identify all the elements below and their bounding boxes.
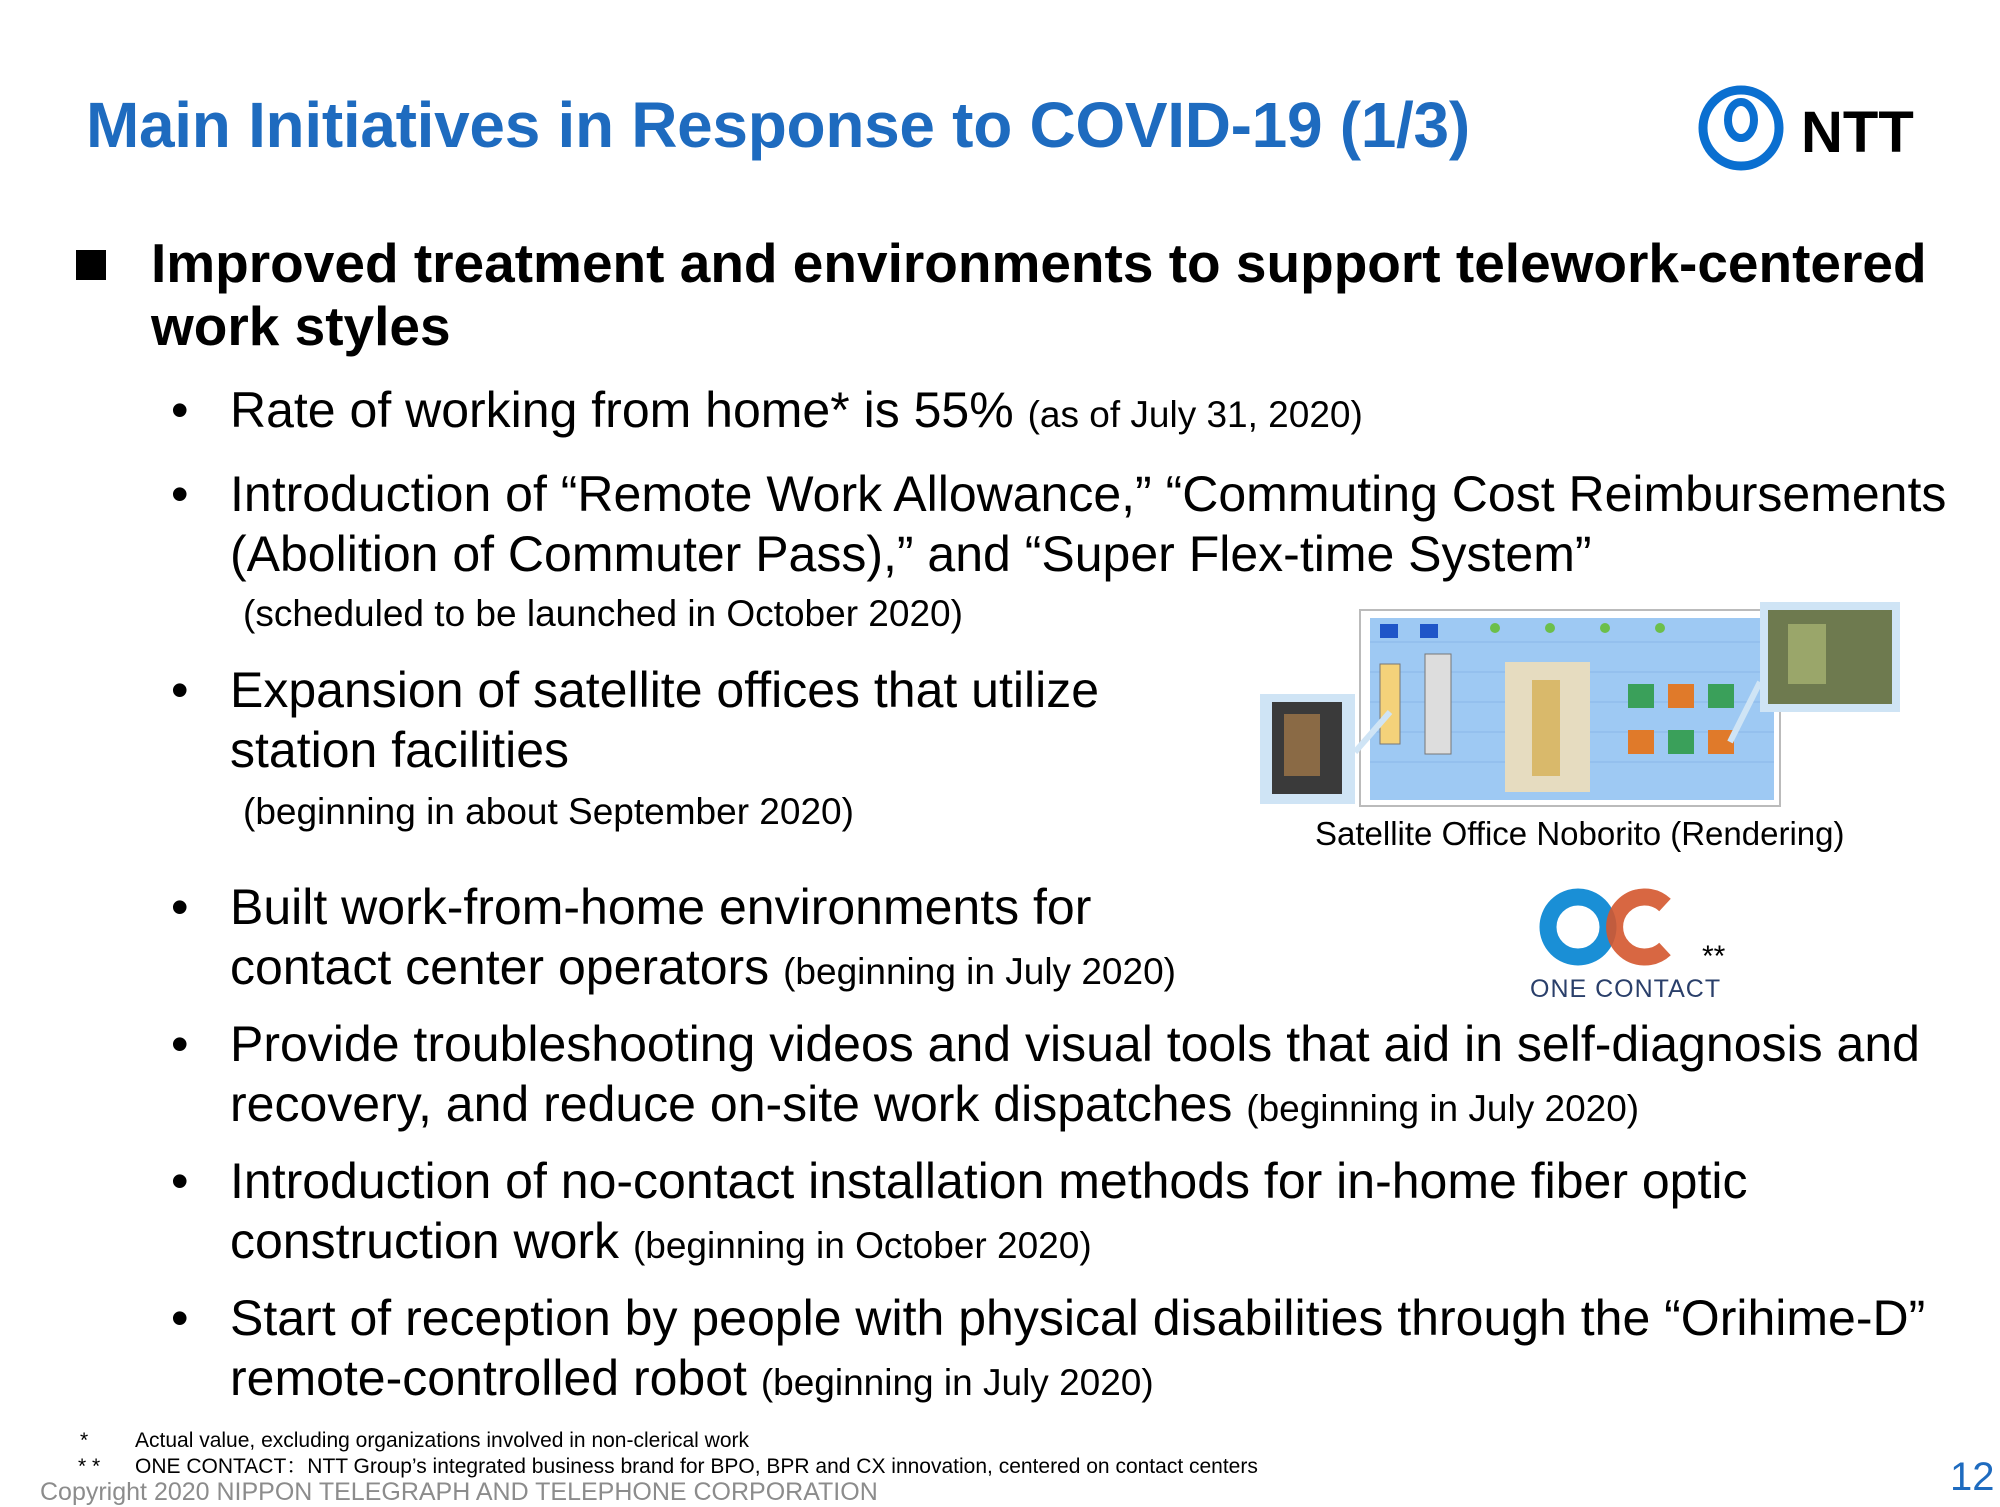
bullet-7-sub: (beginning in July 2020) bbox=[760, 1362, 1154, 1403]
bullet-1-sub: (as of July 31, 2020) bbox=[1027, 394, 1363, 435]
bullet-marker: • bbox=[171, 382, 189, 438]
bullet-5 bbox=[230, 1014, 1970, 1139]
ntt-logo bbox=[1693, 80, 1938, 175]
one-contact-marker: ** bbox=[1702, 940, 1726, 973]
bullet-marker: • bbox=[171, 466, 189, 522]
bullet-7 bbox=[230, 1288, 1970, 1413]
bullet-marker: • bbox=[171, 879, 189, 935]
bullet-4 bbox=[230, 877, 1230, 1002]
bullet-1-main: Rate of working from home* is 55% bbox=[230, 382, 1014, 438]
footnote-2-text: ONE CONTACT：NTT Group’s integrated business brand for BPO, BPR and CX innovation, centered on contact centers bbox=[135, 1455, 1258, 1478]
satellite-office-caption: Satellite Office Noborito (Rendering) bbox=[1315, 815, 1845, 852]
footnote-2-mark: * * bbox=[78, 1455, 101, 1478]
bullet-3-note: (beginning in about September 2020) bbox=[243, 791, 854, 832]
copyright: Copyright 2020 NIPPON TELEGRAPH AND TELEPHONE CORPORATION bbox=[40, 1478, 878, 1506]
bullet-marker: • bbox=[171, 1153, 189, 1209]
bullet-4-sub: (beginning in July 2020) bbox=[783, 951, 1176, 992]
bullet-4-main: Built work-from-home environments for contact center operators bbox=[230, 879, 1092, 995]
one-contact-text: ONE CONTACT bbox=[1530, 975, 1720, 1003]
page-number: 12 bbox=[1950, 1455, 1995, 1499]
bullet-5-main: Provide troubleshooting videos and visual tools that aid in self-diagnosis and recovery, and reduce on-site work dispatches bbox=[230, 1016, 1920, 1132]
bullet-3 bbox=[230, 660, 1150, 780]
ntt-logo-text: NTT bbox=[1801, 100, 1914, 165]
bullet-6-main: Introduction of no-contact installation methods for in-home fiber optic construction work bbox=[230, 1153, 1748, 1269]
bullet-marker: • bbox=[171, 662, 189, 718]
bullet-2 bbox=[230, 464, 1980, 584]
bullet-marker: • bbox=[171, 1016, 189, 1072]
satellite-office-rendering-image bbox=[1260, 602, 1900, 826]
bullet-marker: • bbox=[171, 1290, 189, 1346]
section-square-icon bbox=[76, 250, 106, 280]
bullet-6 bbox=[230, 1151, 1830, 1276]
bullet-7-main: Start of reception by people with physical disabilities through the “Orihime-D” remote-controlled robot bbox=[230, 1290, 1926, 1406]
footnote-1-text: Actual value, excluding organizations involved in non-clerical work bbox=[135, 1429, 749, 1452]
one-contact-logo bbox=[1520, 885, 1720, 1005]
bullet-6-sub: (beginning in October 2020) bbox=[632, 1225, 1092, 1266]
bullet-5-sub: (beginning in July 2020) bbox=[1246, 1088, 1640, 1129]
bullet-3-main: Expansion of satellite offices that utilize station facilities bbox=[230, 662, 1100, 778]
bullet-1 bbox=[230, 380, 1970, 445]
slide-title: Main Initiatives in Response to COVID-19 (1/3) bbox=[86, 89, 1470, 161]
bullet-2-main: Introduction of “Remote Work Allowance,” “Commuting Cost Reimbursements (Abolition of Commuter Pass),” and “Super Flex-time System” bbox=[230, 466, 1947, 582]
bullet-2-note: (scheduled to be launched in October 2020) bbox=[243, 593, 963, 634]
section-heading: Improved treatment and environments to support telework-centered work styles bbox=[151, 232, 1927, 357]
footnote-1-mark: * bbox=[80, 1429, 89, 1452]
